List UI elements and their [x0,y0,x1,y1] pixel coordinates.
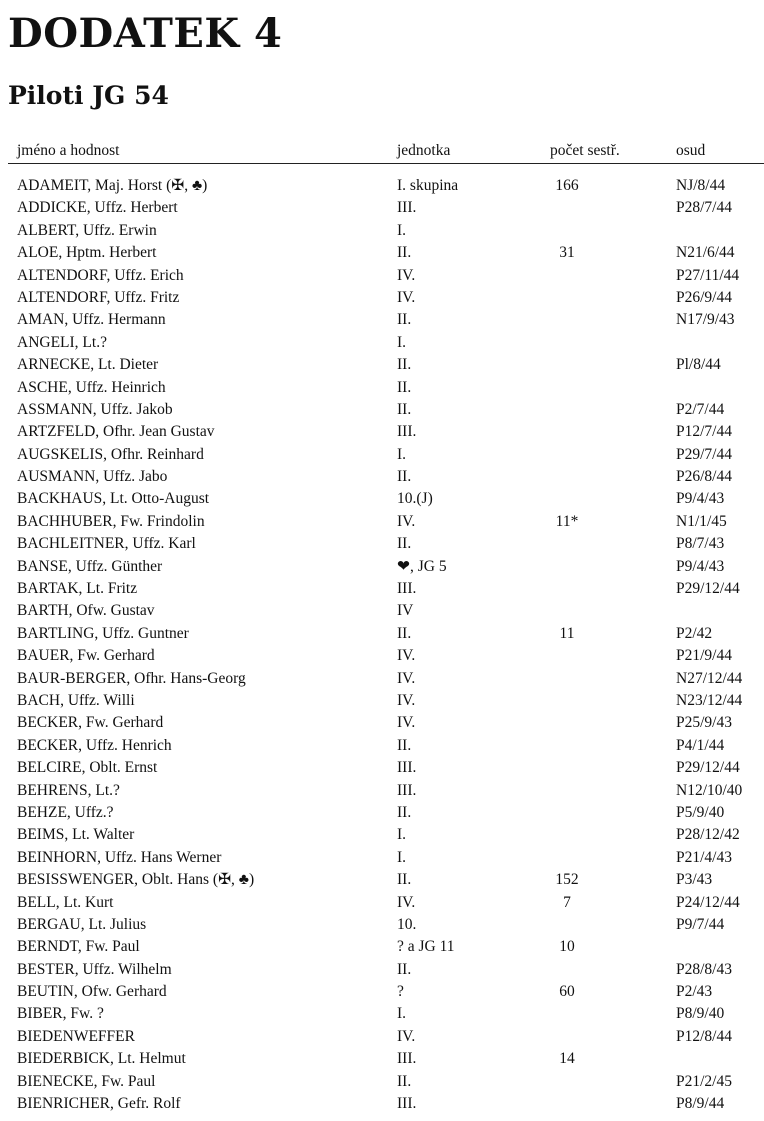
page-subtitle: Piloti JG 54 [8,81,169,110]
unit-cell: I. [397,1005,407,1023]
fate-cell: P21/9/44 [676,647,732,665]
pilot-name-cell: BEINHORN, Uffz. Hans Werner [17,848,222,866]
pilot-name-cell: BECKER, Fw. Gerhard [17,714,164,732]
pilot-name-cell: BELCIRE, Oblt. Ernst [17,759,158,777]
pilot-name-cell: BACHHUBER, Fw. Frindolin [17,512,205,530]
fate-cell: P2/7/44 [676,400,725,418]
column-header-unit: jednotka [397,142,451,159]
kills-cell: 152 [555,871,579,889]
table-row [0,892,764,914]
table-row [0,981,764,1003]
pilot-name-cell: AUSMANN, Uffz. Jabo [17,468,168,486]
kills-cell: 166 [555,177,579,194]
unit-cell: II. [397,1072,412,1090]
fate-cell: P24/12/44 [676,893,740,911]
unit-cell: II. [397,244,412,262]
fate-cell: P2/43 [676,983,713,1001]
unit-cell: I. skupina [397,177,459,194]
unit-cell: IV. [397,893,416,911]
fate-cell: P5/9/40 [676,803,725,821]
unit-cell: I. [397,221,407,239]
pilot-name-cell: BACH, Uffz. Willi [17,691,135,709]
unit-cell: III. [397,199,417,217]
kills-cell: 11* [555,512,579,530]
unit-cell: II. [397,871,412,889]
fate-cell: P29/12/44 [676,580,740,598]
table-row [0,466,764,488]
fate-cell: P26/9/44 [676,288,732,306]
pilot-name-cell: AMAN, Uffz. Hermann [17,311,166,329]
table-row [0,578,764,600]
pilot-name-cell: BAUR-BERGER, Ofhr. Hans-Georg [17,669,246,687]
pilot-name-cell: ADDICKE, Uffz. Herbert [17,199,178,217]
table-row [0,735,764,757]
pilot-name-cell: BESISSWENGER, Oblt. Hans (✠, ♣) [17,871,255,889]
column-header-name: jméno a hodnost [17,142,120,159]
pilot-name-cell: BEHRENS, Lt.? [17,781,120,799]
unit-cell: II. [397,468,412,486]
unit-cell: III. [397,580,417,598]
unit-cell: III. [397,423,417,441]
unit-cell: I. [397,333,407,351]
table-row [0,242,764,264]
pilot-name-cell: BARTAK, Lt. Fritz [17,580,138,598]
unit-cell: IV. [397,288,416,306]
table-row [0,399,764,421]
kills-cell: 7 [563,893,571,911]
fate-cell: NJ/8/44 [676,177,726,194]
column-header-fate: osud [676,142,706,159]
pilot-name-cell: ANGELI, Lt.? [17,333,107,351]
pilot-name-cell: BIENRICHER, Gefr. Rolf [17,1095,181,1113]
unit-cell: III. [397,1050,417,1068]
pilot-name-cell: BERNDT, Fw. Paul [17,938,140,956]
table-row [0,556,764,578]
fate-cell: P12/8/44 [676,1027,732,1045]
unit-cell: II. [397,356,412,374]
pilot-name-cell: BEHZE, Uffz.? [17,803,114,821]
pilot-name-cell: AUGSKELIS, Ofhr. Reinhard [17,445,204,463]
table-row [0,600,764,622]
table-row [0,780,764,802]
kills-cell: 14 [559,1050,575,1068]
unit-cell: IV. [397,647,416,665]
unit-cell: IV. [397,1027,416,1045]
fate-cell: N27/12/44 [676,669,743,687]
table-row [0,197,764,219]
table-row [0,511,764,533]
column-header-kills: počet sestř. [550,142,620,159]
fate-cell: N12/10/40 [676,781,743,799]
pilot-name-cell: ARNECKE, Lt. Dieter [17,356,159,374]
unit-cell: III. [397,781,417,799]
table-row [0,623,764,645]
unit-cell: 10. [397,915,417,933]
pilot-name-cell: BEIMS, Lt. Walter [17,826,135,844]
pilot-name-cell: BIEDERBICK, Lt. Helmut [17,1050,186,1068]
table-row [0,712,764,734]
fate-cell: P3/43 [676,871,713,889]
table-row [0,802,764,824]
pilot-name-cell: BARTLING, Uffz. Guntner [17,624,189,642]
unit-cell: ❤, JG 5 [397,557,447,575]
fate-cell: Pl/8/44 [676,356,721,374]
pilot-name-cell: ALBERT, Uffz. Erwin [17,221,157,239]
kills-cell: 60 [559,983,575,1001]
pilot-name-cell: BANSE, Uffz. Günther [17,557,163,575]
pilot-name-cell: ALOE, Hptm. Herbert [17,244,157,262]
fate-cell: P9/4/43 [676,490,725,508]
unit-cell: IV. [397,266,416,284]
table-row [0,847,764,869]
unit-cell: IV [397,602,414,620]
pilot-name-cell: BAUER, Fw. Gerhard [17,647,155,665]
table-row [0,757,764,779]
pilot-name-cell: ASCHE, Uffz. Heinrich [17,378,166,396]
table-row [0,265,764,287]
pilot-name-cell: BECKER, Uffz. Henrich [17,736,172,754]
fate-cell: P21/2/45 [676,1072,732,1090]
table-row [0,444,764,466]
pilot-name-cell: BARTH, Ofw. Gustav [17,602,155,620]
table-row [0,1071,764,1093]
unit-cell: II. [397,624,412,642]
unit-cell: III. [397,759,417,777]
unit-cell: III. [397,1095,417,1113]
table-row [0,287,764,309]
fate-cell: P21/4/43 [676,848,732,866]
table-row [0,354,764,376]
table-row [0,421,764,443]
fate-cell: N21/6/44 [676,244,735,262]
pilot-name-cell: BERGAU, Lt. Julius [17,915,147,933]
pilot-name-cell: BIEDENWEFFER [17,1027,135,1045]
unit-cell: II. [397,311,412,329]
kills-cell: 11 [559,624,575,642]
unit-cell: I. [397,445,407,463]
fate-cell: N1/1/45 [676,512,727,530]
page-title: DODATEK 4 [8,10,283,57]
table-row [0,914,764,936]
table-row [0,869,764,891]
kills-cell: 31 [559,244,575,262]
unit-cell: IV. [397,512,416,530]
fate-cell: P29/7/44 [676,445,732,463]
unit-cell: II. [397,960,412,978]
table-row [0,332,764,354]
fate-cell: P8/7/43 [676,535,725,553]
fate-cell: P4/1/44 [676,736,725,754]
fate-cell: P25/9/43 [676,714,732,732]
pilot-name-cell: ASSMANN, Uffz. Jakob [17,400,173,418]
pilot-name-cell: BIBER, Fw. ? [17,1005,104,1023]
fate-cell: P28/7/44 [676,199,732,217]
fate-cell: P29/12/44 [676,759,740,777]
unit-cell: II. [397,400,412,418]
table-row [0,936,764,958]
unit-cell: IV. [397,691,416,709]
table-row [0,377,764,399]
header-divider [8,163,764,164]
pilot-name-cell: BEUTIN, Ofw. Gerhard [17,983,167,1001]
fate-cell: P26/8/44 [676,468,732,486]
fate-cell: P28/8/43 [676,960,732,978]
pilot-name-cell: BIENECKE, Fw. Paul [17,1072,156,1090]
unit-cell: IV. [397,714,416,732]
table-row [0,1048,764,1070]
table-row [0,533,764,555]
pilot-name-cell: BESTER, Uffz. Wilhelm [17,960,172,978]
table-row [0,309,764,331]
fate-cell: N23/12/44 [676,691,743,709]
table-row [0,175,764,197]
pilot-name-cell: ALTENDORF, Uffz. Fritz [17,288,180,306]
unit-cell: II. [397,736,412,754]
fate-cell: P12/7/44 [676,423,732,441]
unit-cell: IV. [397,669,416,687]
table-row [0,1003,764,1025]
unit-cell: I. [397,826,407,844]
table-row [0,1026,764,1048]
pilot-name-cell: ALTENDORF, Uffz. Erich [17,266,184,284]
pilot-name-cell: BELL, Lt. Kurt [17,893,114,911]
pilot-name-cell: BACKHAUS, Lt. Otto-August [17,490,210,508]
unit-cell: II. [397,378,412,396]
fate-cell: P8/9/44 [676,1095,725,1113]
table-row [0,1093,764,1115]
fate-cell: P2/42 [676,624,713,642]
pilot-name-cell: ARTZFELD, Ofhr. Jean Gustav [17,423,215,441]
table-row [0,488,764,510]
unit-cell: ? [397,983,404,1001]
table-header [0,141,764,163]
pilot-name-cell: ADAMEIT, Maj. Horst (✠, ♣) [17,177,208,194]
table-row [0,220,764,242]
fate-cell: P27/11/44 [676,266,740,284]
unit-cell: I. [397,848,407,866]
pilot-name-cell: BACHLEITNER, Uffz. Karl [17,535,196,553]
fate-cell: P9/7/44 [676,915,725,933]
unit-cell: II. [397,803,412,821]
fate-cell: P8/9/40 [676,1005,725,1023]
fate-cell: P28/12/42 [676,826,740,844]
fate-cell: N17/9/43 [676,311,735,329]
unit-cell: 10.(J) [397,490,433,508]
table-row [0,645,764,667]
table-row [0,690,764,712]
table-body [0,175,764,1115]
table-row [0,959,764,981]
table-row [0,824,764,846]
fate-cell: P9/4/43 [676,557,725,575]
table-row [0,668,764,690]
unit-cell: II. [397,535,412,553]
unit-cell: ? a JG 11 [397,938,455,956]
kills-cell: 10 [559,938,575,956]
